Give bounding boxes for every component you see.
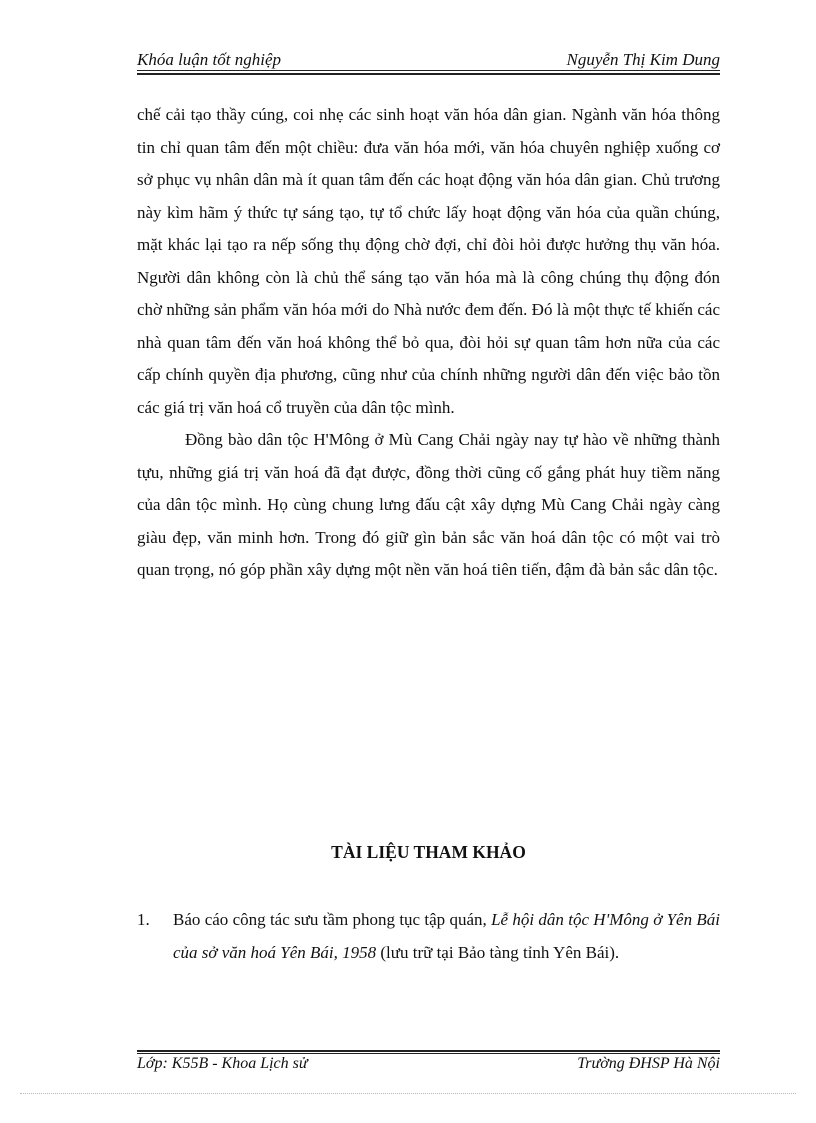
page-footer — [137, 1055, 720, 1077]
body-text — [137, 99, 720, 587]
header-left: Khóa luận tốt nghiệp — [137, 50, 282, 69]
header-rule-thin — [137, 70, 720, 71]
footer-rule-thin — [137, 1053, 720, 1054]
reference-text-before: Báo cáo công tác sưu tầm phong tục tập quán, — [173, 910, 492, 929]
body-paragraph-1: chế cải tạo thầy cúng, coi nhẹ các sinh hoạt văn hóa dân gian. Ngành văn hóa thông tin chỉ quan tâm đến một chiều: đưa văn hóa mới, văn hóa chuyên nghiệp xuống cơ sở phục vụ nhân dân mà ít quan tâm đến các hoạt động văn hóa dân gian. Chủ trương này kìm hãm ý thức tự sáng tạo, tự tổ chức lấy hoạt động văn hóa của quần chúng, mặt khác lại tạo ra nếp sống thụ động chờ đợi, chỉ đòi hỏi được hưởng thụ văn hóa. Người dân không còn là chủ thể sáng tạo văn hóa mà là công chúng thụ động đón chờ những sản phẩm văn hóa mới do Nhà nước đem đến. Đó là một thực tế khiến các nhà quan tâm đến văn hoá không thể bỏ qua, đòi hỏi sự quan tâm hơn nữa của các cấp chính quyền địa phương, cũng như của chính những người dân đến việc bảo tồn các giá trị văn hoá cổ truyền của dân tộc mình. — [137, 105, 720, 417]
footer-right: Trường ĐHSP Hà Nội — [577, 1055, 720, 1072]
reference-text-after: (lưu trữ tại Bảo tàng tỉnh Yên Bái). — [376, 942, 620, 962]
body-paragraph-2: Đồng bào dân tộc H'Mông ở Mù Cang Chải ngày nay tự hào về những thành tựu, những giá trị văn hoá đã đạt được, đồng thời cũng cố gắng phát huy tiềm năng của dân tộc mình. Họ cùng chung lưng đấu cật xây dựng Mù Cang Chải ngày càng giàu đẹp, văn minh hơn. Trong đó giữ gìn bản sắc văn hoá dân tộc có một vai trò quan trọng, nó góp phần xây dựng một nền văn hoá tiên tiến, đậm đà bản sắc dân tộc. — [137, 430, 720, 579]
header-rule-thick — [137, 73, 720, 75]
footer-left: Lớp: K55B - Khoa Lịch sử — [137, 1055, 308, 1072]
reference-number: 1. — [137, 910, 150, 929]
reference-item — [137, 904, 720, 969]
reference-italic-title: Lễ hội dân tộc H'Mông ở Yên Bái của sở văn hoá Yên Bái, 1958 — [173, 910, 720, 962]
references-title: TÀI LIỆU THAM KHẢO — [331, 842, 526, 862]
page-header — [137, 50, 720, 72]
page-bottom-divider — [20, 1093, 796, 1094]
header-right: Nguyễn Thị Kim Dung — [566, 50, 720, 69]
footer-rule-thick — [137, 1050, 720, 1052]
references-list — [137, 904, 720, 969]
